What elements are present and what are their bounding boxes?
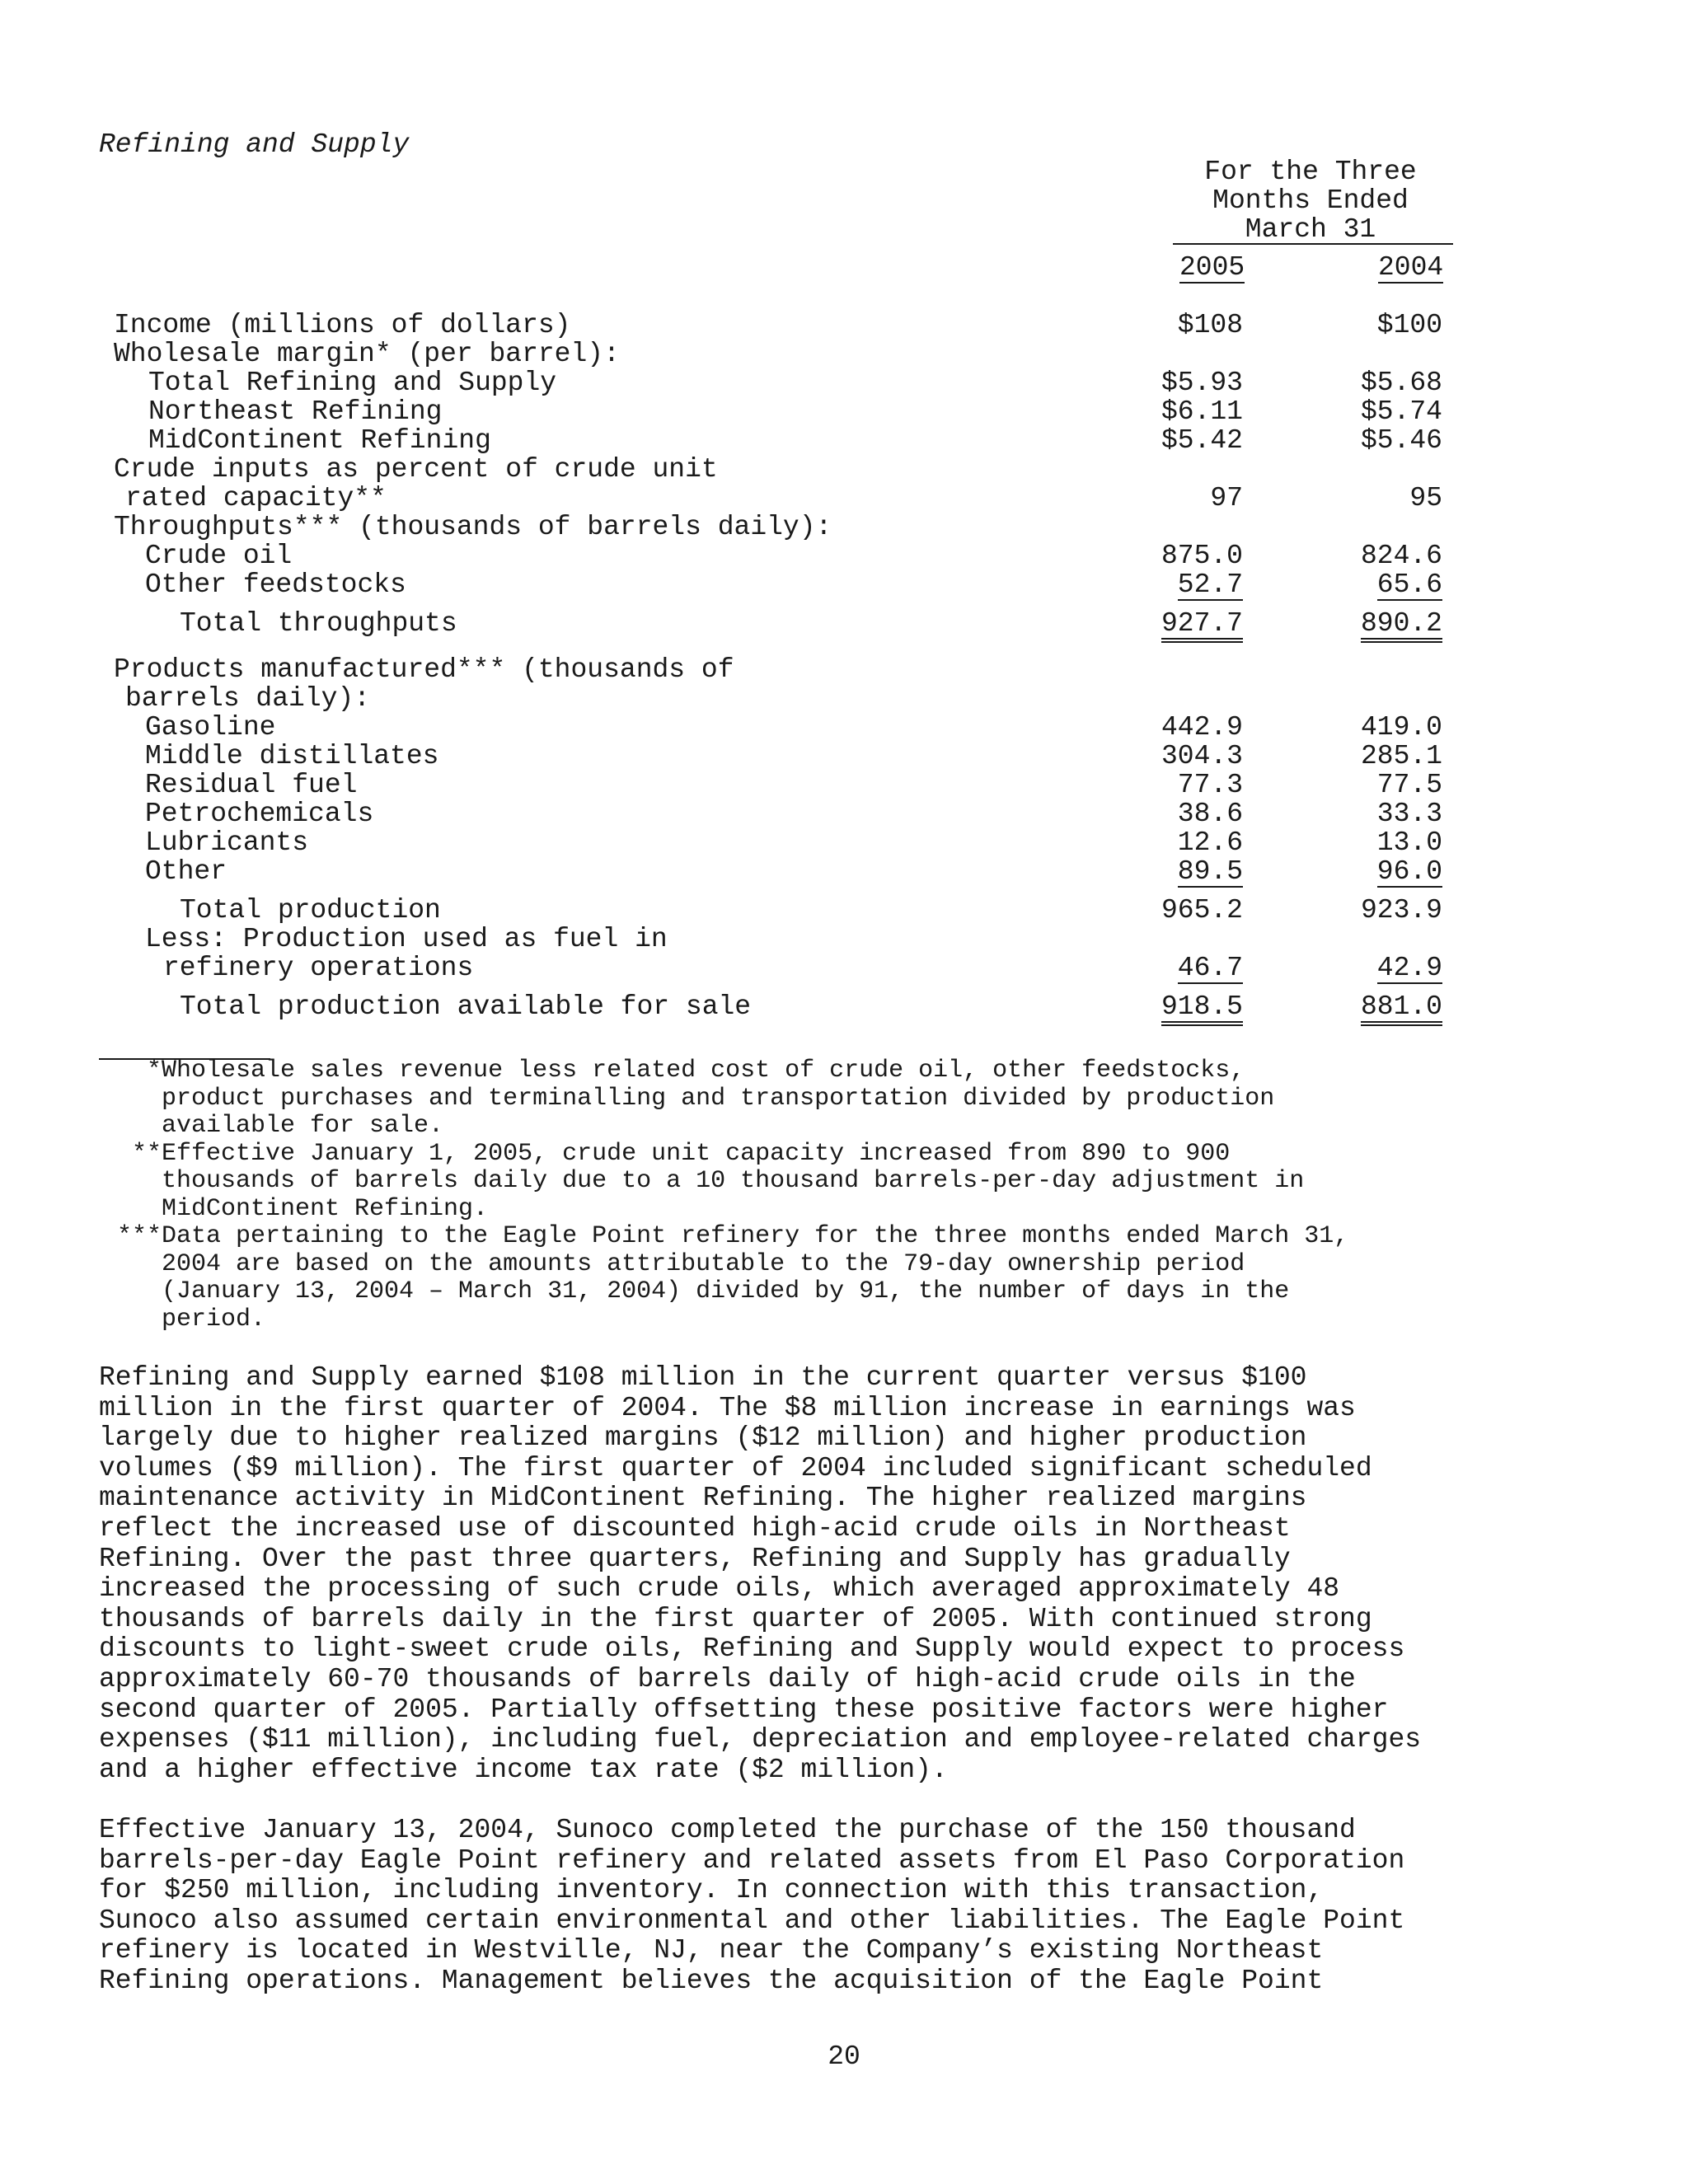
row-label: Total production available for sale — [180, 991, 752, 1022]
row-label: barrels daily): — [125, 683, 371, 714]
value-2004: 13.0 — [1376, 827, 1442, 858]
value-2004: 95 — [1409, 483, 1442, 513]
paragraph-line: refinery is located in Westville, NJ, near the Company’s existing Northeast — [99, 1935, 1324, 1966]
table-row — [0, 896, 1688, 925]
footnote-line: available for sale. — [162, 1112, 444, 1140]
value-2004: 890.2 — [1361, 609, 1442, 643]
year-2005-header: 2005 — [1179, 252, 1245, 283]
value-2005: 52.7 — [1177, 569, 1243, 600]
row-label: MidContinent Refining — [148, 425, 491, 456]
row-label: Throughputs*** (thousands of barrels daily): — [114, 512, 832, 542]
table-row — [0, 340, 1688, 368]
value-2005: 875.0 — [1160, 541, 1243, 571]
footnote-marker: * — [147, 1057, 162, 1085]
page-number: 20 — [828, 2041, 860, 2072]
value-2004: 419.0 — [1360, 712, 1442, 743]
row-label: Petrochemicals — [145, 799, 374, 829]
paragraph-line: expenses ($11 million), including fuel, depreciation and employee-related charges — [99, 1724, 1422, 1755]
row-label: Less: Production used as fuel in — [145, 924, 668, 954]
column-header-line-1: For the Three — [1204, 157, 1417, 187]
value-2005: 38.6 — [1177, 799, 1243, 829]
value-2005: $5.42 — [1160, 425, 1243, 456]
table-row — [0, 713, 1688, 742]
value-2005: 46.7 — [1177, 953, 1243, 983]
row-label: Middle distillates — [145, 741, 439, 771]
paragraph-line: maintenance activity in MidContinent Refining. The higher realized margins — [99, 1483, 1307, 1514]
paragraph-line: Refining operations. Management believes the acquisition of the Eagle Point — [99, 1966, 1324, 1996]
table-row — [0, 992, 1688, 1021]
column-header-line-3: March 31 — [1245, 214, 1376, 245]
footnote-line: thousands of barrels daily due to a 10 thousand barrels-per-day adjustment in — [162, 1167, 1305, 1195]
value-2005: $6.11 — [1160, 396, 1243, 427]
table-row — [0, 455, 1688, 484]
value-2005: 89.5 — [1177, 856, 1243, 887]
row-label: Total production — [180, 895, 441, 926]
paragraph-line: largely due to higher realized margins ($12 million) and higher production — [99, 1422, 1307, 1454]
value-2005: 12.6 — [1177, 827, 1243, 858]
value-2005: $108 — [1177, 310, 1243, 340]
table-row — [0, 771, 1688, 799]
paragraph-line: second quarter of 2005. Partially offsetting these positive factors were higher — [99, 1694, 1389, 1725]
paragraph-line: discounts to light-sweet crude oils, Refining and Supply would expect to process — [99, 1633, 1405, 1665]
row-label: refinery operations — [163, 953, 474, 983]
column-header-line-2: Months Ended — [1212, 185, 1409, 216]
row-label: Total throughputs — [180, 608, 457, 639]
table-row — [0, 828, 1688, 857]
value-2004: 33.3 — [1376, 799, 1442, 829]
table-row — [0, 954, 1688, 982]
value-2005: 442.9 — [1160, 712, 1243, 743]
paragraph-line: volumes ($9 million). The first quarter of 2004 included significant scheduled — [99, 1452, 1372, 1483]
footnote-line: period. — [162, 1305, 266, 1333]
table-row — [0, 742, 1688, 771]
table-row — [0, 609, 1688, 638]
footnote-line: Data pertaining to the Eagle Point refinery for the three months ended March 31, — [162, 1222, 1349, 1250]
value-2004: $5.74 — [1360, 396, 1442, 427]
row-label: Crude inputs as percent of crude unit — [114, 454, 718, 485]
footnote-line: Wholesale sales revenue less related cost of crude oil, other feedstocks, — [162, 1057, 1245, 1085]
paragraph-line: and a higher effective income tax rate ($2 million). — [99, 1754, 948, 1785]
row-label: Crude oil — [145, 541, 293, 571]
value-2004: 923.9 — [1360, 895, 1442, 926]
paragraph-line: for $250 million, including inventory. In connection with this transaction, — [99, 1875, 1324, 1906]
footnote-marker: ** — [132, 1139, 162, 1168]
table-row — [0, 925, 1688, 954]
row-label: Residual fuel — [145, 770, 358, 800]
paragraph-line: approximately 60-70 thousands of barrels daily of high-acid crude oils in the — [99, 1664, 1356, 1694]
row-label: Income (millions of dollars) — [114, 310, 571, 340]
table-row — [0, 426, 1688, 455]
value-2004: 65.6 — [1376, 569, 1442, 600]
section-title: Refining and Supply — [99, 129, 410, 160]
value-2005: $5.93 — [1160, 368, 1243, 398]
footnote-line: 2004 are based on the amounts attributable to the 79-day ownership period — [162, 1249, 1245, 1278]
value-2005: 304.3 — [1160, 741, 1243, 771]
paragraph-line: increased the processing of such crude oils, which averaged approximately 48 — [99, 1573, 1340, 1605]
row-label: Other feedstocks — [145, 569, 406, 600]
paragraph-line: reflect the increased use of discounted high-acid crude oils in Northeast — [99, 1513, 1291, 1544]
value-2004: $100 — [1376, 310, 1442, 340]
value-2004: 824.6 — [1360, 541, 1442, 571]
table-row — [0, 857, 1688, 886]
footnote-line: MidContinent Refining. — [162, 1194, 489, 1223]
paragraph-line: thousands of barrels daily in the first quarter of 2005. With continued strong — [99, 1603, 1372, 1634]
row-label: Wholesale margin* (per barrel): — [114, 339, 620, 369]
table-row — [0, 513, 1688, 541]
row-label: rated capacity** — [125, 483, 387, 513]
table-row — [0, 684, 1688, 713]
row-label: Total Refining and Supply — [148, 368, 557, 398]
footnote-line: Effective January 1, 2005, crude unit capacity increased from 890 to 900 — [162, 1139, 1231, 1168]
value-2005: 927.7 — [1161, 609, 1243, 643]
row-label: Lubricants — [145, 827, 309, 858]
value-2005: 97 — [1210, 483, 1243, 513]
footnote-line: (January 13, 2004 – March 31, 2004) divided by 91, the number of days in the — [162, 1277, 1290, 1305]
row-label: Gasoline — [145, 712, 276, 743]
row-label: Northeast Refining — [148, 396, 443, 427]
paragraph-line: Sunoco also assumed certain environmental and other liabilities. The Eagle Point — [99, 1905, 1405, 1936]
value-2004: 42.9 — [1376, 953, 1442, 983]
table-row — [0, 368, 1688, 397]
footnote-marker: *** — [117, 1222, 162, 1250]
value-2004: 881.0 — [1361, 992, 1442, 1026]
value-2004: $5.46 — [1360, 425, 1442, 456]
value-2004: 77.5 — [1376, 770, 1442, 800]
value-2004: 285.1 — [1360, 741, 1442, 771]
value-2005: 77.3 — [1177, 770, 1243, 800]
table-row — [0, 397, 1688, 426]
value-2004: $5.68 — [1360, 368, 1442, 398]
paragraph-line: barrels-per-day Eagle Point refinery and related assets from El Paso Corporation — [99, 1844, 1405, 1876]
value-2004: 96.0 — [1376, 856, 1442, 887]
value-2005: 965.2 — [1160, 895, 1243, 926]
table-row — [0, 311, 1688, 340]
paragraph-line: Refining and Supply earned $108 million in the current quarter versus $100 — [99, 1362, 1307, 1393]
footnote-line: product purchases and terminalling and transportation divided by production — [162, 1084, 1275, 1113]
paragraph-line: Effective January 13, 2004, Sunoco completed the purchase of the 150 thousand — [99, 1815, 1356, 1845]
table-row — [0, 541, 1688, 570]
table-row — [0, 570, 1688, 599]
table-row — [0, 799, 1688, 828]
table-row — [0, 655, 1688, 684]
table-row — [0, 484, 1688, 513]
year-2004-header: 2004 — [1378, 252, 1444, 283]
paragraph-line: Refining. Over the past three quarters, Refining and Supply has gradually — [99, 1543, 1291, 1574]
row-label: Other — [145, 856, 227, 887]
header-rule — [1173, 243, 1453, 245]
value-2005: 918.5 — [1161, 992, 1243, 1026]
paragraph-line: million in the first quarter of 2004. The $8 million increase in earnings was — [99, 1392, 1356, 1423]
row-label: Products manufactured*** (thousands of — [114, 654, 734, 685]
